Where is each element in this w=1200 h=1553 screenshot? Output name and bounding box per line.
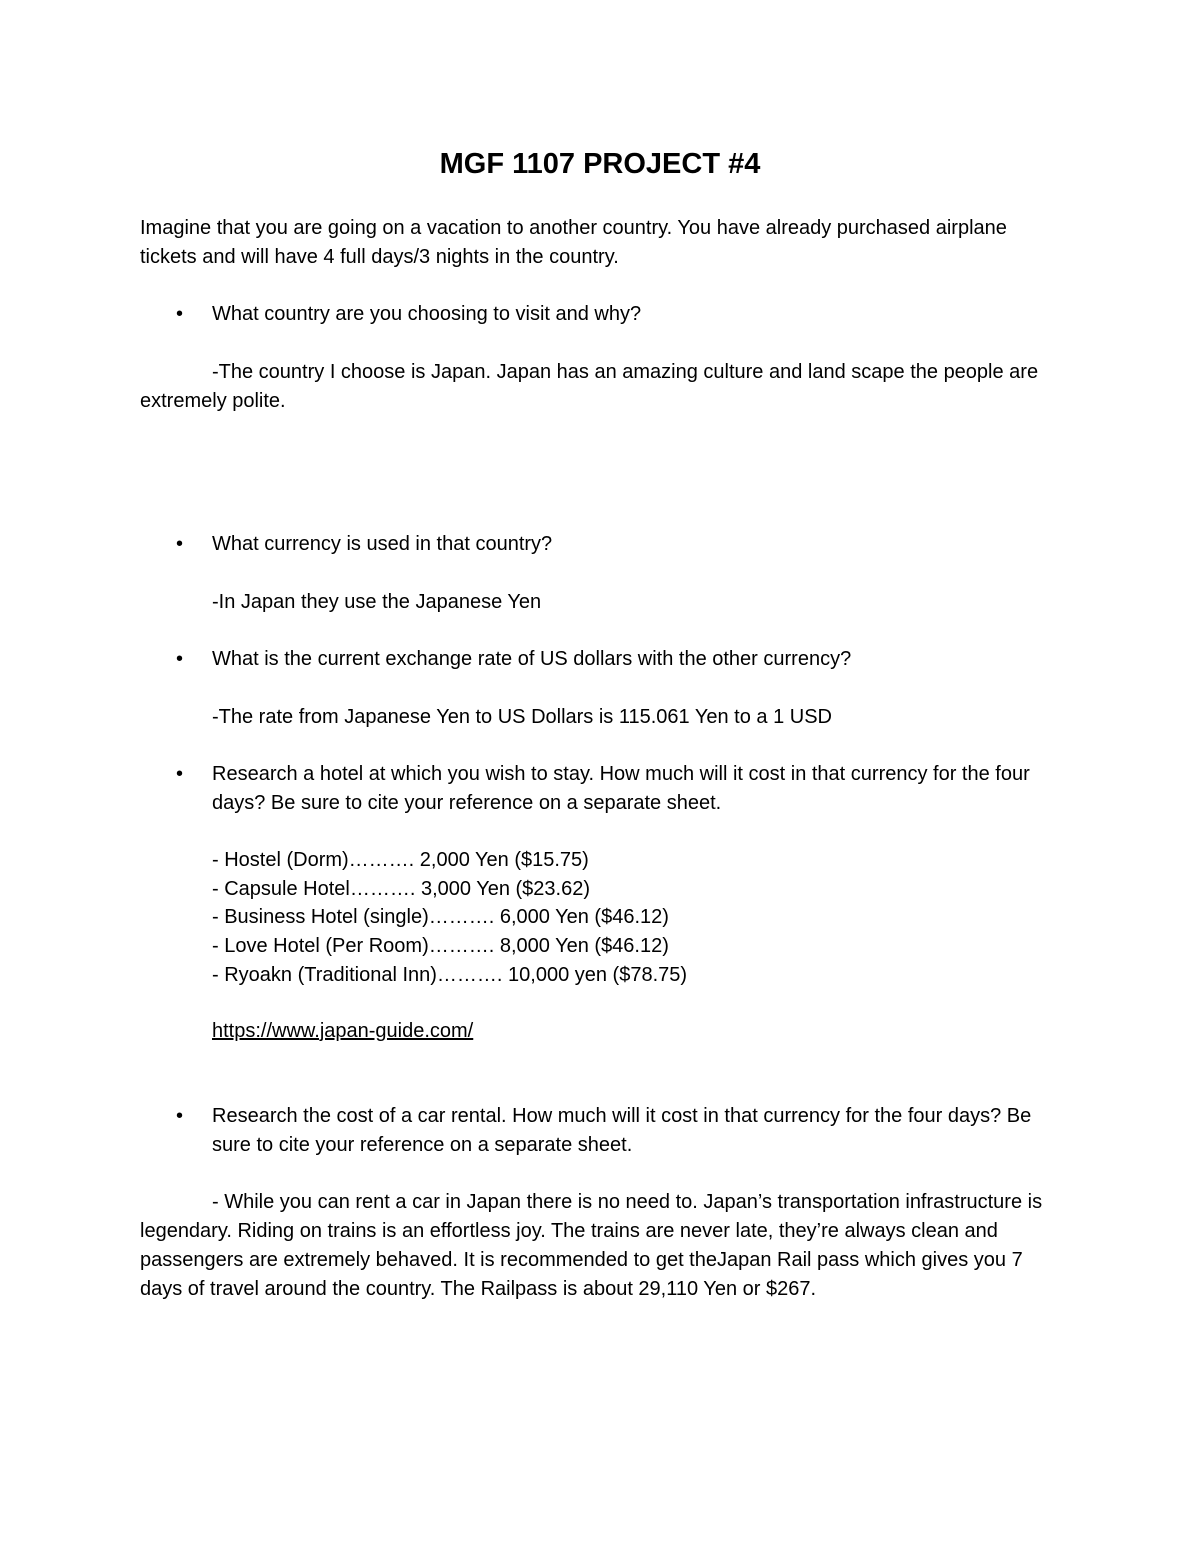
question-hotel: Research a hotel at which you wish to stay. How much will it cost in that currency for the four days? Be sure to cite your reference on a separate sheet. <box>212 763 1030 814</box>
question-exchange-rate: What is the current exchange rate of US dollars with the other currency? <box>212 648 852 670</box>
bullet-icon: • <box>176 648 184 670</box>
answer-exchange-rate: -The rate from Japanese Yen to US Dollars is 115.061 Yen to a 1 USD <box>212 706 832 728</box>
bullet-icon: • <box>176 533 184 555</box>
hotel-list-item: - Business Hotel (single)………. 6,000 Yen ($46.12) <box>212 906 669 928</box>
hotel-list-item: - Capsule Hotel………. 3,000 Yen ($23.62) <box>212 878 590 900</box>
question-car-rental: Research the cost of a car rental. How much will it cost in that currency for the four days? Be sure to cite your reference on a separate sheet. <box>212 1105 1032 1156</box>
hotel-list-item: - Love Hotel (Per Room)………. 8,000 Yen ($46.12) <box>212 935 669 957</box>
answer-car-rental: - While you can rent a car in Japan there is no need to. Japan’s transportation infrastructure is legendary. Riding on trains is an effortless joy. The trains are never late, they’re always clean and passengers are extremely behaved. It is recommended to get theJapan Rail pass which gives you 7 days of travel around the country. The Railpass is about 29,110 Yen or $267. <box>140 1191 1043 1300</box>
bullet-icon: • <box>176 1105 184 1127</box>
intro-paragraph: Imagine that you are going on a vacation to another country. You have already purchased airplane tickets and will have 4 full days/3 nights in the country. <box>140 217 1007 268</box>
answer-country: -The country I choose is Japan. Japan has an amazing culture and land scape the people are extremely polite. <box>140 361 1039 412</box>
answer-currency: -In Japan they use the Japanese Yen <box>212 591 542 613</box>
hotel-list-item: - Ryoakn (Traditional Inn)………. 10,000 yen ($78.75) <box>212 964 688 986</box>
hotel-list-item: - Hostel (Dorm)………. 2,000 Yen ($15.75) <box>212 849 589 871</box>
question-currency: What currency is used in that country? <box>212 533 553 555</box>
bullet-icon: • <box>176 303 184 325</box>
question-country: What country are you choosing to visit and why? <box>212 303 642 325</box>
reference-link[interactable]: https://www.japan-guide.com/ <box>212 1020 474 1042</box>
bullet-icon: • <box>176 763 184 785</box>
page-title: MGF 1107 PROJECT #4 <box>439 148 761 180</box>
